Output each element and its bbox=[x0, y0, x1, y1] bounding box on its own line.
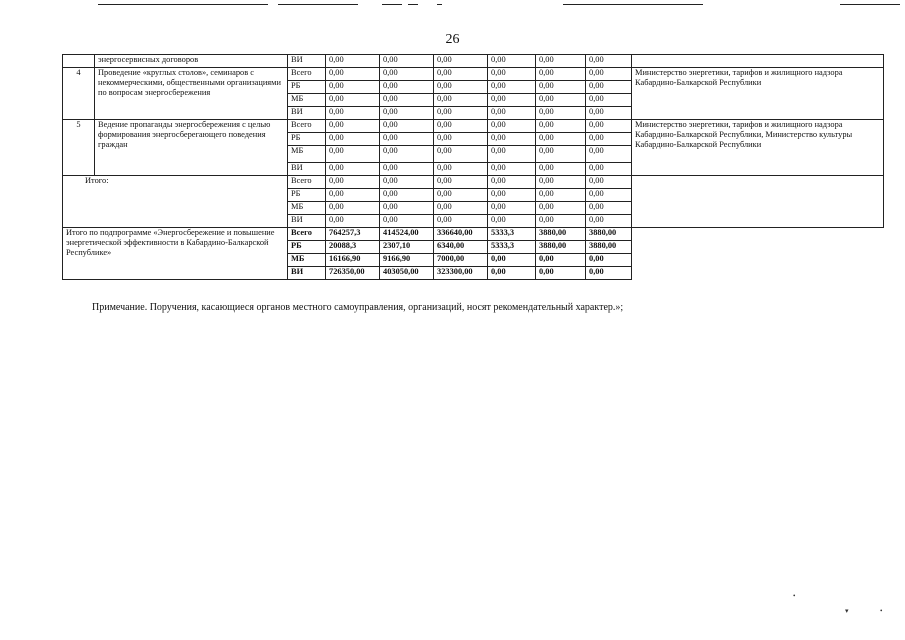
table-row bbox=[63, 176, 884, 189]
amount-cell: 0,00 bbox=[434, 81, 488, 94]
budget-table bbox=[62, 54, 884, 280]
scan-speck: • bbox=[793, 592, 796, 600]
scan-speck: ▾ bbox=[845, 607, 849, 615]
amount-cell: 0,00 bbox=[380, 202, 434, 215]
amount-cell: 0,00 bbox=[488, 163, 536, 176]
amount-cell: 0,00 bbox=[536, 120, 586, 133]
amount-cell: 323300,00 bbox=[434, 267, 488, 280]
top-rule bbox=[278, 4, 358, 5]
table-row bbox=[63, 68, 884, 81]
amount-cell: 0,00 bbox=[488, 133, 536, 146]
funding-source: Всего bbox=[288, 228, 326, 241]
amount-cell: 0,00 bbox=[586, 215, 632, 228]
amount-cell: 5333,3 bbox=[488, 228, 536, 241]
amount-cell: 0,00 bbox=[326, 81, 380, 94]
amount-cell: 0,00 bbox=[586, 68, 632, 81]
amount-cell: 0,00 bbox=[536, 68, 586, 81]
amount-cell: 0,00 bbox=[434, 189, 488, 202]
amount-cell: 0,00 bbox=[536, 202, 586, 215]
amount-cell: 0,00 bbox=[536, 107, 586, 120]
amount-cell: 0,00 bbox=[326, 215, 380, 228]
amount-cell: 0,00 bbox=[586, 107, 632, 120]
amount-cell: 0,00 bbox=[586, 133, 632, 146]
itogo-label: Итого: bbox=[63, 176, 288, 228]
funding-source: МБ bbox=[288, 202, 326, 215]
amount-cell: 6340,00 bbox=[434, 241, 488, 254]
executor: Министерство энергетики, тарифов и жилищного надзора Кабардино-Балкарской Республики bbox=[632, 68, 884, 120]
amount-cell: 0,00 bbox=[434, 68, 488, 81]
funding-source: Всего bbox=[288, 68, 326, 81]
top-rule bbox=[840, 4, 900, 5]
amount-cell: 0,00 bbox=[488, 215, 536, 228]
amount-cell: 0,00 bbox=[434, 133, 488, 146]
table-row bbox=[63, 55, 884, 68]
amount-cell: 0,00 bbox=[380, 146, 434, 163]
amount-cell: 0,00 bbox=[536, 55, 586, 68]
amount-cell: 0,00 bbox=[326, 120, 380, 133]
amount-cell: 414524,00 bbox=[380, 228, 434, 241]
funding-source: Всего bbox=[288, 120, 326, 133]
amount-cell: 0,00 bbox=[326, 55, 380, 68]
amount-cell: 0,00 bbox=[586, 94, 632, 107]
amount-cell: 0,00 bbox=[380, 94, 434, 107]
amount-cell: 0,00 bbox=[326, 176, 380, 189]
amount-cell: 764257,3 bbox=[326, 228, 380, 241]
scan-speck: • bbox=[880, 607, 883, 615]
executor bbox=[632, 55, 884, 68]
subprogram-total-label: Итого по подпрограмме «Энергосбережение и повышение энергетической эффективности в Кабардино-Балкарской Республике» bbox=[63, 228, 288, 280]
amount-cell: 0,00 bbox=[488, 267, 536, 280]
amount-cell: 0,00 bbox=[434, 163, 488, 176]
amount-cell: 0,00 bbox=[488, 94, 536, 107]
item-number: 4 bbox=[63, 68, 95, 120]
amount-cell: 0,00 bbox=[434, 55, 488, 68]
funding-source: ВИ bbox=[288, 267, 326, 280]
amount-cell: 0,00 bbox=[536, 81, 586, 94]
item-description: энергосервисных договоров bbox=[95, 55, 288, 68]
amount-cell: 0,00 bbox=[488, 120, 536, 133]
amount-cell: 0,00 bbox=[380, 189, 434, 202]
amount-cell: 0,00 bbox=[434, 215, 488, 228]
top-rule bbox=[382, 4, 402, 5]
amount-cell: 0,00 bbox=[488, 81, 536, 94]
amount-cell: 0,00 bbox=[586, 55, 632, 68]
amount-cell: 0,00 bbox=[536, 133, 586, 146]
page-number: 26 bbox=[445, 32, 460, 47]
amount-cell: 0,00 bbox=[536, 94, 586, 107]
amount-cell: 0,00 bbox=[434, 107, 488, 120]
table-row bbox=[63, 120, 884, 133]
amount-cell: 7000,00 bbox=[434, 254, 488, 267]
amount-cell: 0,00 bbox=[586, 146, 632, 163]
amount-cell: 0,00 bbox=[536, 146, 586, 163]
amount-cell: 0,00 bbox=[586, 267, 632, 280]
table-row bbox=[63, 228, 884, 241]
funding-source: ВИ bbox=[288, 215, 326, 228]
amount-cell: 0,00 bbox=[380, 81, 434, 94]
top-rule bbox=[563, 4, 703, 5]
amount-cell: 0,00 bbox=[380, 55, 434, 68]
amount-cell: 0,00 bbox=[434, 202, 488, 215]
amount-cell: 0,00 bbox=[488, 68, 536, 81]
amount-cell: 403050,00 bbox=[380, 267, 434, 280]
amount-cell: 20088,3 bbox=[326, 241, 380, 254]
amount-cell: 0,00 bbox=[536, 215, 586, 228]
amount-cell: 0,00 bbox=[380, 107, 434, 120]
amount-cell: 0,00 bbox=[586, 81, 632, 94]
top-rule bbox=[408, 4, 418, 5]
funding-source: РБ bbox=[288, 133, 326, 146]
amount-cell: 0,00 bbox=[536, 189, 586, 202]
amount-cell: 0,00 bbox=[536, 267, 586, 280]
amount-cell: 0,00 bbox=[380, 163, 434, 176]
funding-source: Всего bbox=[288, 176, 326, 189]
amount-cell: 0,00 bbox=[326, 107, 380, 120]
amount-cell: 0,00 bbox=[586, 189, 632, 202]
amount-cell: 0,00 bbox=[380, 120, 434, 133]
funding-source: МБ bbox=[288, 254, 326, 267]
amount-cell: 3880,00 bbox=[536, 228, 586, 241]
amount-cell: 0,00 bbox=[586, 202, 632, 215]
amount-cell: 0,00 bbox=[326, 163, 380, 176]
funding-source: РБ bbox=[288, 241, 326, 254]
funding-source: МБ bbox=[288, 94, 326, 107]
amount-cell: 9166,90 bbox=[380, 254, 434, 267]
amount-cell: 0,00 bbox=[380, 215, 434, 228]
amount-cell: 0,00 bbox=[434, 176, 488, 189]
amount-cell: 5333,3 bbox=[488, 241, 536, 254]
funding-source: ВИ bbox=[288, 163, 326, 176]
top-rule bbox=[98, 4, 268, 5]
amount-cell: 0,00 bbox=[326, 133, 380, 146]
item-description: Проведение «круглых столов», семинаров с некоммерческими, общественными организациями по вопросам энергосбережения bbox=[95, 68, 288, 120]
amount-cell: 0,00 bbox=[536, 163, 586, 176]
amount-cell: 0,00 bbox=[380, 133, 434, 146]
amount-cell: 0,00 bbox=[380, 68, 434, 81]
amount-cell: 0,00 bbox=[326, 202, 380, 215]
amount-cell: 0,00 bbox=[536, 176, 586, 189]
funding-source: ВИ bbox=[288, 107, 326, 120]
funding-source: РБ bbox=[288, 81, 326, 94]
amount-cell: 16166,90 bbox=[326, 254, 380, 267]
amount-cell: 0,00 bbox=[434, 94, 488, 107]
amount-cell: 0,00 bbox=[488, 202, 536, 215]
amount-cell: 0,00 bbox=[586, 254, 632, 267]
amount-cell: 0,00 bbox=[488, 176, 536, 189]
amount-cell: 0,00 bbox=[326, 68, 380, 81]
funding-source: РБ bbox=[288, 189, 326, 202]
amount-cell: 0,00 bbox=[586, 163, 632, 176]
amount-cell: 0,00 bbox=[488, 254, 536, 267]
amount-cell: 0,00 bbox=[434, 146, 488, 163]
funding-source: ВИ bbox=[288, 55, 326, 68]
amount-cell: 0,00 bbox=[488, 189, 536, 202]
amount-cell: 0,00 bbox=[326, 189, 380, 202]
amount-cell: 0,00 bbox=[488, 146, 536, 163]
footnote: Примечание. Поручения, касающиеся органов местного самоуправления, организаций, носят рекомендательный характер.»; bbox=[92, 302, 624, 313]
amount-cell: 0,00 bbox=[326, 94, 380, 107]
amount-cell: 726350,00 bbox=[326, 267, 380, 280]
executor-empty bbox=[632, 176, 884, 228]
amount-cell: 3880,00 bbox=[586, 241, 632, 254]
amount-cell: 0,00 bbox=[586, 120, 632, 133]
amount-cell: 3880,00 bbox=[536, 241, 586, 254]
item-number bbox=[63, 55, 95, 68]
amount-cell: 0,00 bbox=[326, 146, 380, 163]
top-rule bbox=[437, 4, 442, 5]
amount-cell: 3880,00 bbox=[586, 228, 632, 241]
amount-cell: 0,00 bbox=[488, 55, 536, 68]
amount-cell: 336640,00 bbox=[434, 228, 488, 241]
item-description: Ведение пропаганды энергосбережения с целью формирования энергосберегающего поведения граждан bbox=[95, 120, 288, 176]
executor: Министерство энергетики, тарифов и жилищного надзора Кабардино-Балкарской Республики, Министерство культуры Кабардино-Балкарской Республики bbox=[632, 120, 884, 176]
amount-cell: 2307,10 bbox=[380, 241, 434, 254]
item-number: 5 bbox=[63, 120, 95, 176]
amount-cell: 0,00 bbox=[586, 176, 632, 189]
amount-cell: 0,00 bbox=[434, 120, 488, 133]
amount-cell: 0,00 bbox=[488, 107, 536, 120]
amount-cell: 0,00 bbox=[380, 176, 434, 189]
funding-source: МБ bbox=[288, 146, 326, 163]
amount-cell: 0,00 bbox=[536, 254, 586, 267]
